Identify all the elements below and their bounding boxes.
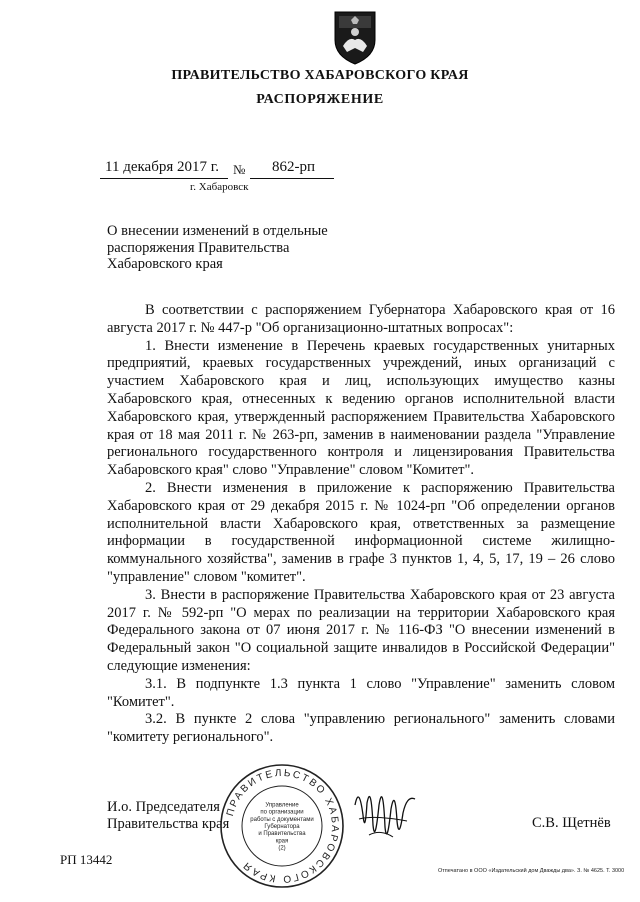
signatory-role-line: И.о. Председателя: [107, 799, 220, 815]
stamp-center-line: и Правительства: [258, 831, 306, 838]
stamp-center-line: работы с документами: [250, 816, 314, 823]
official-stamp: [218, 762, 346, 890]
stamp-center-line: Управление: [265, 802, 299, 809]
stamp-center-line: по организации: [260, 809, 304, 816]
document-number: 862-рп: [272, 159, 316, 175]
document-city: г. Хабаровск: [190, 181, 249, 193]
stamp-center-line: Губернатора: [264, 824, 300, 830]
printer-imprint: Отпечатано в ООО «Издательский дом Дважды два». З. № 4625. Т. 3000: [438, 868, 625, 874]
body-paragraph: В соответствии с распоряжением Губернатора Хабаровского края от 16 августа 2017 г. № 447-р "Об организационно-штатных вопросах":: [107, 302, 615, 336]
body-paragraph: 3. Внести в распоряжение Правительства Хабаровского края от 23 августа 2017 г. № 592-рп "О мерах по реализации на территории Хабаровского края Федерального закона от 07 июня 2017 г. № 116-ФЗ "О внесении изменений в Федеральный закон "О социальной защите инвалидов в Российской Федерации" следующие изменения:: [107, 586, 615, 674]
body-paragraph: 2. Внести изменения в приложение к распоряжению Правительства Хабаровского края от 29 декабря 2015 г. № 1024-рп "Об определении органов исполнительной власти Хабаровского края, ответственных за размещение информации в государственной информационной системе жилищно-коммунального хозяйства", заменив в графе 3 пунктов 1, 4, 5, 17, 19 – 26 слово "управление" словом "комитет".: [107, 479, 615, 585]
stamp-center-line: края: [275, 838, 289, 845]
body-paragraph: 3.2. В пункте 2 слова "управлению регионального" заменить словами "комитету регионального".: [107, 711, 615, 746]
coat-of-arms-icon: [329, 6, 381, 66]
signatory-role-line: Правительства края: [107, 816, 230, 832]
document-subject: О внесении изменений в отдельные распоряжения Правительства Хабаровского края: [107, 223, 328, 272]
stamp-ring-text: ПРАВИТЕЛЬСТВО ХАБАРОВСКОГО КРАЯ: [224, 767, 341, 885]
signatory-role: [107, 799, 229, 833]
number-sign: №: [233, 162, 246, 177]
stamp-center-line: (2): [278, 845, 286, 852]
date-underline: [100, 178, 228, 179]
document-date: 11 декабря 2017 г.: [105, 159, 219, 175]
signatory-name: С.В. Щетнёв: [532, 815, 611, 831]
body-paragraph: 1. Внести изменение в Перечень краевых государственных унитарных предприятий, краевых государственных учреждений, иных организаций с участием Хабаровского края и лиц, использующих имущество казны Хабаровского края, отнесенных к ведению органов исполнительной власти Хабаровского края, утвержденный распоряжением Правительства Хабаровского края от 18 мая 2011 г. № 263-рп, заменив в наименовании раздела "Управление регионального государственного контроля и лицензирования Правительства Хабаровского края" слово "Управление" словом "Комитет".: [107, 337, 615, 479]
number-underline: [250, 178, 334, 179]
organization-title: ПРАВИТЕЛЬСТВО ХАБАРОВСКОГО КРАЯ: [171, 68, 469, 83]
body-paragraph: 3.1. В подпункте 1.3 пункта 1 слово "Управление" заменить словом "Комитет".: [107, 675, 615, 710]
document-type: РАСПОРЯЖЕНИЕ: [256, 92, 384, 107]
handwritten-signature-icon: [345, 775, 425, 855]
document-body: [107, 302, 615, 747]
registration-number: РП 13442: [60, 852, 113, 867]
